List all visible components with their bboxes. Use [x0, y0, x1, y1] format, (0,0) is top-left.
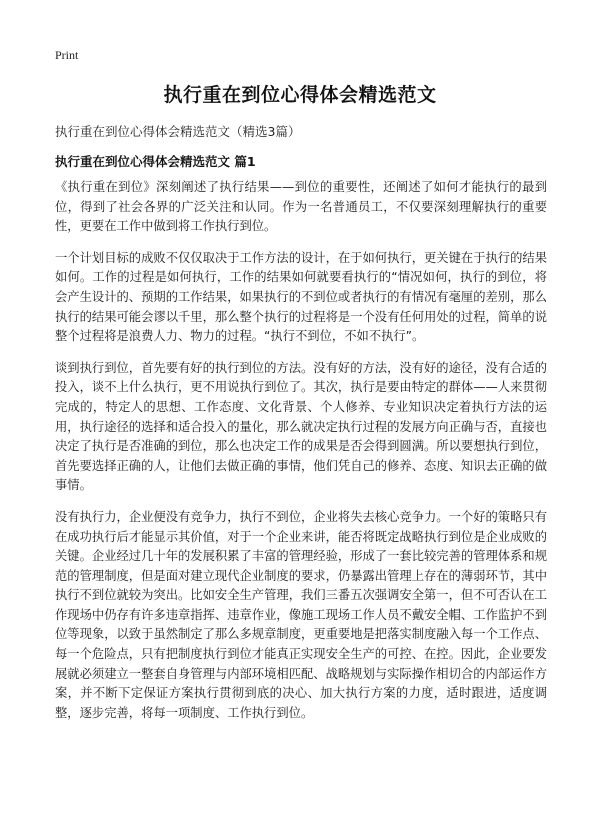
document-subtitle: 执行重在到位心得体会精选范文（精选3篇） [55, 124, 301, 139]
print-label: Print [55, 48, 79, 62]
document-title: 执行重在到位心得体会精选范文 [163, 84, 437, 106]
paragraph: 没有执行力，企业便没有竞争力，执行不到位，企业将失去核心竞争力。一个好的策略只有在成功执行后才能显示其价值，对于一个企业来讲，能否将既定战略执行到位是企业成败的关键。企业经过几十年的发展积累了丰富的管理经验，形成了一套比较完善的管理体系和规范的管理制度，但是面对建立现代企业制度的要求，仍暴露出管理上存在的薄弱环节，其中执行不到位就较为突出。比如安全生产管理，我们三番五次强调安全第一，但不可否认在工作现场中仍存有许多违章指挥、违章作业，像施工现场工作人员不戴安全帽、工作监护不到位等现象，以致于虽然制定了那么多规章制度，更重要地是把落实制度融入每一个工作点、每一个危险点，只有把制度执行到位才能真正实现安全生产的可控、在控。因此，企业要发展就必须建立一整套自身管理与内部环境相匹配、战略规划与实际操作相切合的内部运作方案，并不断下定保证方案执行贯彻到底的决心、加大执行方案的力度，适时跟进，适度调整，逐步完善，将每一项制度、工作执行到位。 [55, 509, 547, 720]
section-heading: 执行重在到位心得体会精选范文 篇1 [55, 154, 256, 169]
paragraph: 《执行重在到位》深刻阐述了执行结果——到位的重要性，还阐述了如何才能执行的最到位，得到了社会各界的广泛关注和认同。作为一名普通员工，不仅要深刻理解执行的重要性，更要在工作中做到将工作执行到位。 [55, 180, 547, 234]
paragraph: 谈到执行到位，首先要有好的执行到位的方法。没有好的方法，没有好的途径，没有合适的投入，谈不上什么执行，更不用说执行到位了。其次，执行是要由特定的群体——人来贯彻完成的，特定人的思想、工作态度、文化背景、个人修养、专业知识决定着执行方法的运用，执行途径的选择和适合投入的量化，那么就决定执行过程的发展方向正确与否，直接也决定了执行是否准确的到位，那么也决定工作的成果是否会得到圆满。所以要想执行到位，首先要选择正确的人，让他们去做正确的事情，他们凭自己的修养、态度、知识去正确的做事情。 [55, 360, 547, 493]
paragraph: 一个计划目标的成败不仅仅取决于工作方法的设计，在于如何执行，更关键在于执行的结果如何。工作的过程是如何执行，工作的结果如何就要看执行的“情况如何，执行的到位，将会产生设计的、预期的工作结果，如果执行的不到位或者执行的有情况有毫厘的差别，那么执行的结果可能会谬以千里，那么整个执行的过程将是一个没有任何用处的过程，简单的说整个过程将是浪费人力、物力的过程。“执行不到位，不如不执行”。 [55, 250, 547, 344]
document-body [55, 178, 547, 735]
